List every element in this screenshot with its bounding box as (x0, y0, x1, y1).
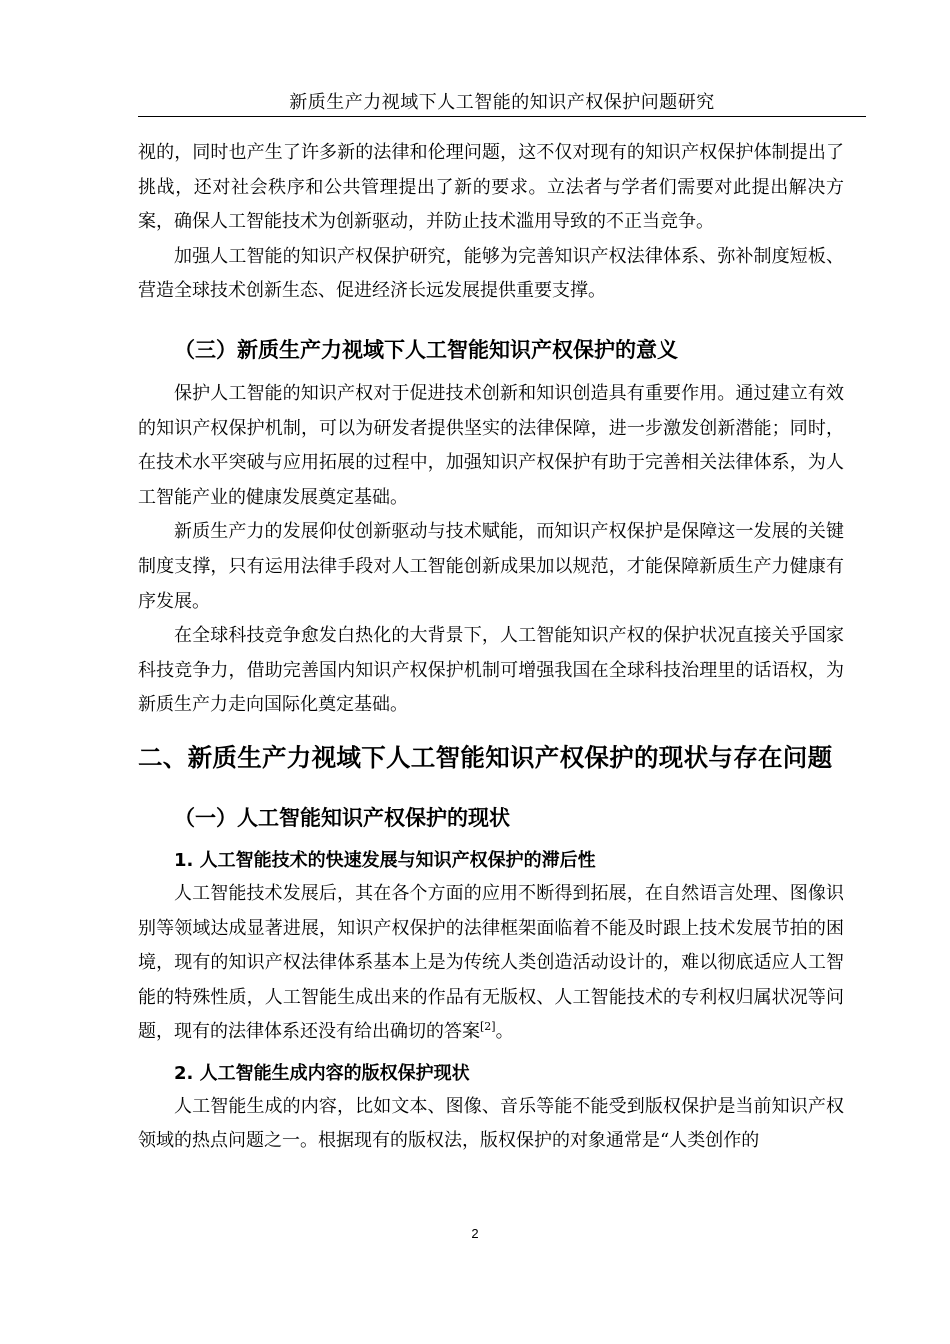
section-heading-3: （三）新质生产力视域下人工智能知识产权保护的意义 (174, 337, 678, 362)
running-header: 新质生产力视域下人工智能的知识产权保护问题研究 (289, 92, 715, 113)
paragraph: 加强人工智能的知识产权保护研究，能够为完善知识产权法律体系、弥补制度短板、营造全球技术创新生态、促进经济长远发展提供重要支撑。 (138, 245, 844, 302)
paragraph: 新质生产力的发展仰仗创新驱动与技术赋能，而知识产权保护是保障这一发展的关键制度支撑，只有运用法律手段对人工智能创新成果加以规范，才能保障新质生产力健康有序发展。 (138, 521, 844, 612)
paragraph: 在全球科技竞争愈发白热化的大背景下，人工智能知识产权的保护状况直接关乎国家科技竞争力，借助完善国内知识产权保护机制可增强我国在全球科技治理里的话语权，为新质生产力走向国际化奠定基础。 (138, 625, 844, 716)
paragraph-continued: 视的，同时也产生了许多新的法律和伦理问题，这不仅对现有的知识产权保护体制提出了挑战，还对社会秩序和公共管理提出了新的要求。立法者与学者们需要对此提出解决方案，确保人工智能技术为创新驱动，并防止技术滥用导致的不正当竞争。 (138, 142, 844, 233)
paragraph: 保护人工智能的知识产权对于促进技术创新和知识创造具有重要作用。通过建立有效的知识产权保护机制，可以为研发者提供坚实的法律保障，进一步激发创新潜能；同时，在技术水平突破与应用拓展的过程中，加强知识产权保护有助于完善相关法律体系，为人工智能产业的健康发展奠定基础。 (138, 382, 844, 508)
subsection-heading: 2. 人工智能生成内容的版权保护现状 (174, 1062, 470, 1084)
paragraph: 人工智能生成的内容，比如文本、图像、音乐等能不能受到版权保护是当前知识产权领域的热点问题之一。根据现有的版权法，版权保护的对象通常是“人类创作的 (138, 1095, 844, 1152)
paragraph-text: 人工智能技术发展后，其在各个方面的应用不断得到拓展，在自然语言处理、图像识别等领域达成显著进展，知识产权保护的法律框架面临着不能及时跟上技术发展节拍的困境，现有的知识产权法律体系基本上是为传统人类创造活动设计的，难以彻底适应人工智能的特殊性质，人工智能生成出来的作品有无版权、人工智能技术的专利权归属状况等问题，现有的法律体系还没有给出确切的答案 (138, 882, 844, 1043)
header-divider (138, 116, 866, 117)
citation-reference[interactable]: [2] (480, 1020, 496, 1034)
paragraph (138, 877, 844, 1050)
paragraph-end: 。 (495, 1021, 514, 1043)
page-number: 2 (471, 1226, 479, 1241)
document-body (138, 136, 844, 1159)
chapter-heading: 二、新质生产力视域下人工智能知识产权保护的现状与存在问题 (138, 742, 833, 772)
subsection-heading: 1. 人工智能技术的快速发展与知识产权保护的滞后性 (174, 849, 596, 871)
section-heading-3: （一）人工智能知识产权保护的现状 (174, 805, 510, 830)
